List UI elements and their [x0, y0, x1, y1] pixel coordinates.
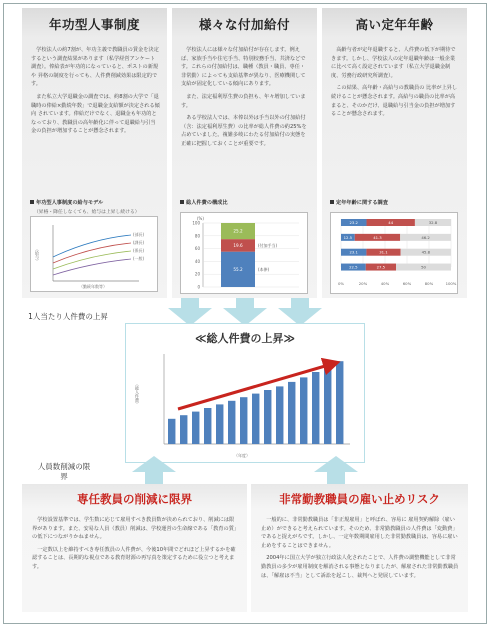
- column-body: [322, 40, 467, 119]
- y-tick-label: 0: [197, 284, 200, 290]
- column-title: 高い定年年齢: [355, 17, 434, 32]
- bar: [240, 397, 247, 444]
- chart-caption: 定年年齢に関する調査: [330, 199, 388, 206]
- salary-model-svg: [31, 217, 159, 293]
- composition-chart: [180, 212, 308, 294]
- box-parttime-staff: [251, 484, 468, 612]
- data-label: 23.2: [349, 220, 358, 225]
- label-per-capita-cost: 1人当たり人件費の上昇: [28, 312, 108, 321]
- column-paragraph: また私立大学退職金の調査では、約8割の大学で「退職時の俸給×勤続年数」で退職金支給額が決定される傾向 されています。俸給だけでなく、退職金も年功的となっており、教職員の高年齢化に伴って退職給与引当金の負担が増加することが懸念されます。: [31, 93, 160, 135]
- column-title: 年功型人事制度: [48, 17, 140, 32]
- column-fringe-benefits: [172, 8, 317, 298]
- series-label: (付加手当): [258, 242, 278, 248]
- salary-model-chart: [30, 216, 158, 292]
- legend-label: (係長): [133, 248, 145, 253]
- bar: [288, 382, 295, 444]
- data-label: 46.2: [421, 234, 430, 240]
- arrow-up-left: [132, 456, 176, 472]
- data-label: 23.1: [349, 249, 358, 255]
- column-body: [172, 40, 317, 149]
- bar: [204, 408, 211, 444]
- bar: [228, 401, 235, 444]
- column-title: 様々な付加給付: [198, 17, 290, 32]
- legend-label: (部長): [133, 232, 145, 237]
- curve-series-1: [53, 235, 131, 257]
- y-axis-label: （給与）: [35, 247, 40, 263]
- column-paragraph: 高齢与者が定年退職すると、人件費の低下が期待できます。しかし、学校法人の定年退職年齢は一般企業に比べて高く設定されています（私立大学退職金制度、労務行政研究所調査）。: [331, 47, 456, 79]
- bar: [180, 415, 187, 444]
- box-paragraph: 一定数以上を維持すべき専任教員の人件費が、今後10年間でどれほど上昇するかを確認することは、長期的な視点である教育財源の再写真を策定するために役立つと考えます。: [32, 546, 236, 570]
- y-tick-label: 100: [192, 220, 200, 226]
- data-label: 22.5: [349, 264, 358, 270]
- box-paragraph: 2004年に国立大学が独立行政法人化されたことで、人件費の調整機能として非常勤教員の多少が雇用制度を解消される事態となりましたが、解雇された非常勤教職員は、「解雇は不当」として訴訟を起こし、裁判へと発展しています。: [261, 555, 459, 579]
- composition-svg: [181, 213, 309, 295]
- box-paragraph: 学校設置基準では、学生数に応じて雇用すべき教員数が決められており、削減には限界があります。また、安易な人員（教員）削減は、学校運営の生命線である「教育の質」の低下につながりかねません。: [32, 517, 237, 541]
- box-title: 非常勤教職員の雇い止めリスク: [279, 492, 440, 506]
- x-axis-label: （勤続年数等）: [79, 284, 107, 289]
- bar: [192, 412, 199, 444]
- arrow-up-right: [314, 456, 358, 472]
- chart-caption: 年功型人事制度の給与モデル: [30, 199, 103, 206]
- column-seniority-system: [22, 8, 167, 298]
- retirement-chart: [330, 212, 458, 294]
- data-label: 32.8: [428, 220, 438, 225]
- legend-label: (課長): [133, 240, 145, 245]
- column-paragraph: 学校法人の約7割が、年功主義で教職員の賃金を決定するという調査結果があります（私学経営アンケート調査）。俸給表が年功的になっていると、ポストの新規や 昇格の制度を行っても、人件費削減効果は限定的です。: [31, 47, 159, 88]
- y-tick-label: 80: [194, 233, 200, 239]
- data-label: 31.1: [379, 249, 388, 255]
- retirement-svg: [331, 213, 459, 295]
- chart-caption: 総人件費の構成比: [180, 199, 228, 206]
- column-body: [22, 40, 167, 136]
- bar: [336, 361, 343, 444]
- x-tick-label: 0%: [337, 281, 345, 286]
- chart-subcaption: （昇格・降任しなくても、給与は上昇し続ける）: [34, 210, 140, 215]
- bar: [216, 404, 223, 444]
- y-axis-label: （総人件費）: [135, 382, 140, 406]
- box-title: 専任教員の削減に限界: [77, 492, 192, 506]
- total-cost-title: ≪総人件費の上昇≫: [194, 332, 296, 345]
- legend-label: (一般): [133, 256, 145, 261]
- bar: [300, 377, 307, 444]
- bar: [324, 367, 331, 444]
- y-tick-label: 20: [194, 271, 200, 277]
- arrow-shaft: [145, 470, 163, 484]
- x-axis-label: （年度）: [234, 453, 250, 458]
- bar: [168, 419, 175, 444]
- x-tick-label: 80%: [424, 281, 434, 286]
- arrow-shaft: [236, 298, 254, 308]
- label-headcount-limit: 人員数削減の限界: [37, 462, 91, 481]
- box-body: [251, 514, 468, 580]
- x-tick-label: 40%: [380, 281, 390, 286]
- x-tick-label: 100%: [445, 281, 457, 286]
- data-label: 50: [421, 264, 426, 270]
- data-label: 45.8: [421, 249, 431, 255]
- arrow-shaft: [181, 298, 199, 308]
- series-label: (本俸): [258, 266, 270, 272]
- column-retirement-age: [322, 8, 467, 298]
- arrow-shaft: [327, 470, 345, 484]
- curve-series-4: [53, 259, 131, 275]
- data-label: 27.5: [376, 264, 386, 270]
- total-cost-panel: [125, 323, 365, 463]
- y-tick-label: 60: [194, 246, 200, 252]
- column-paragraph: また、法定福利厚生費の負担も、年々増加しています。: [181, 93, 306, 109]
- arrow-shaft: [291, 298, 309, 308]
- box-paragraph: 一般的に、非常勤教職員は「非正規雇用」と呼ばれ、容易に 雇用契約解除（雇い止め）ができると考えられています。そのため、非常勤教職員の人件費は「変動費」であると捉えがちです。しかし、一定年数期間雇用した非常勤教職員は、容易に雇い止めをすることはできません。: [261, 517, 458, 549]
- x-tick-label: 60%: [402, 281, 412, 286]
- y-tick-label: 40: [194, 258, 200, 264]
- data-label: 19.6: [233, 242, 243, 248]
- box-fulltime-faculty: [22, 484, 247, 612]
- x-tick-label: 20%: [358, 281, 368, 286]
- data-label: 25.2: [233, 228, 243, 234]
- y-axis-unit: (%): [197, 216, 204, 221]
- column-paragraph: ある学校法人では、本俸以外は手当以外の付加給付（含：法定福利厚生費）の比率が総人件費の約25%を占めていました。複雑多岐にわたる付加給付の実態を正確に把握しておくことが重要です。: [181, 115, 307, 147]
- bar: [264, 390, 271, 444]
- bar: [312, 372, 319, 444]
- bar: [276, 386, 283, 444]
- data-label: 12.5: [343, 234, 353, 240]
- box-body: [22, 514, 247, 572]
- data-label: 55.2: [233, 266, 243, 272]
- data-label: 44: [388, 220, 394, 225]
- bar: [252, 394, 259, 444]
- column-paragraph: 学校法人には様々な付加給付が存在します。例えば、家族手当や住宅手当、特別校務手当、共済などです。これらの付加給付は、職種（教員・職員、専任・非常勤）によっても支給基準が異なり、医療機関して支給が固定化している傾向にあります。: [181, 47, 306, 88]
- column-paragraph: この結果、高年齢・高給与の教職員の 比率が上昇し続けることが懸念されます。高給与の職員の比率が高まると、そのかだけ、退職給与引当金の負担が増加することが懸念されます。: [331, 85, 458, 118]
- data-label: 41.3: [373, 234, 382, 240]
